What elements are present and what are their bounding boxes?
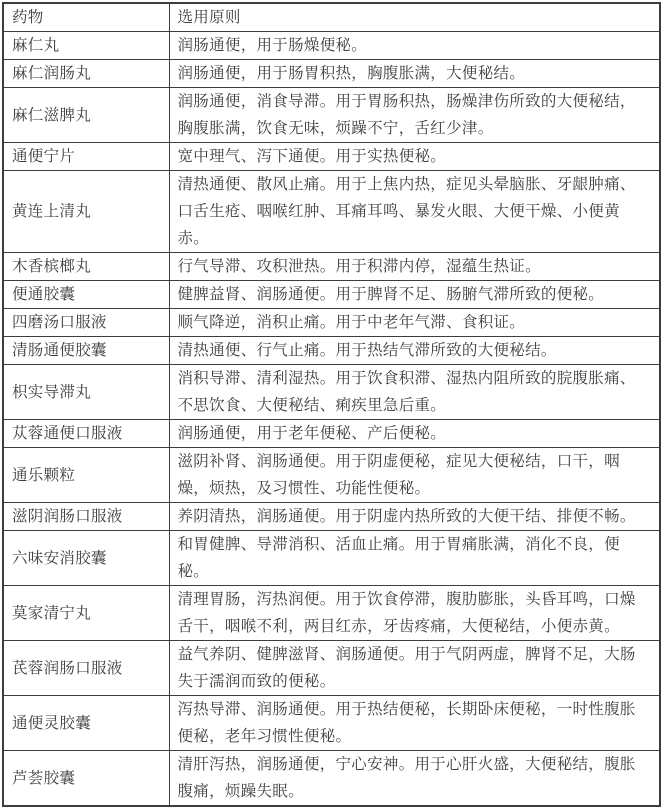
table-row: [3, 420, 660, 448]
table-header-row: [3, 3, 660, 32]
drug-name: 苁蓉通便口服液: [3, 420, 169, 448]
drug-name: 黄连上清丸: [3, 171, 169, 253]
table-row: [3, 253, 660, 281]
drug-name: 芪蓉润肠口服液: [3, 641, 169, 696]
selection-principle: 泻热导滞、润肠通便。用于热结便秘，长期卧床便秘，一时性腹胀便秘，老年习惯性便秘。: [169, 696, 660, 751]
selection-principle: 行气导滞、攻积泄热。用于积滞内停，湿蕴生热证。: [169, 253, 660, 281]
selection-principle: 清热通便、散风止痛。用于上焦内热，症见头晕脑胀、牙龈肿痛、口舌生疮、咽喉红肿、耳痛耳鸣、暴发火眼、大便干燥、小便黄赤。: [169, 171, 660, 253]
selection-principle: 消积导滞、清利湿热。用于饮食积滞、湿热内阻所致的脘腹胀痛、不思饮食、大便秘结、痢疾里急后重。: [169, 365, 660, 420]
selection-principle: 顺气降逆，消积止痛。用于中老年气滞、食积证。: [169, 309, 660, 337]
selection-principle: 和胃健脾、导滞消积、活血止痛。用于胃痛胀满，消化不良，便秘。: [169, 531, 660, 586]
table-row: [3, 503, 660, 531]
table-row: [3, 281, 660, 309]
selection-principle: 养阴清热，润肠通便。用于阴虚内热所致的大便干结、排便不畅。: [169, 503, 660, 531]
selection-principle: 润肠通便，用于肠胃积热，胸腹胀满，大便秘结。: [169, 60, 660, 88]
drug-name: 莫家清宁丸: [3, 586, 169, 641]
selection-principle: 清热通便、行气止痛。用于热结气滞所致的大便秘结。: [169, 337, 660, 365]
table-row: [3, 143, 660, 171]
selection-principle: 润肠通便，用于老年便秘、产后便秘。: [169, 420, 660, 448]
table-row: [3, 309, 660, 337]
table-row: [3, 171, 660, 253]
drug-name: 滋阴润肠口服液: [3, 503, 169, 531]
table-row: [3, 586, 660, 641]
table-row: [3, 365, 660, 420]
drug-name: 芦荟胶囊: [3, 751, 169, 807]
drug-name: 麻仁丸: [3, 32, 169, 60]
drug-name: 四磨汤口服液: [3, 309, 169, 337]
drug-name: 麻仁润肠丸: [3, 60, 169, 88]
selection-principle: 清肝泻热，润肠通便，宁心安神。用于心肝火盛，大便秘结，腹胀腹痛，烦躁失眠。: [169, 751, 660, 807]
table-row: [3, 696, 660, 751]
table-row: [3, 641, 660, 696]
table-row: [3, 32, 660, 60]
selection-principle: 清理胃肠，泻热润便。用于饮食停滞，腹肋膨胀，头昏耳鸣，口燥舌干，咽喉不利，两目红赤，牙齿疼痛，大便秘结，小便赤黄。: [169, 586, 660, 641]
drug-name: 麻仁滋脾丸: [3, 88, 169, 143]
drug-name: 通乐颗粒: [3, 448, 169, 503]
drug-name: 清肠通便胶囊: [3, 337, 169, 365]
drug-name: 枳实导滞丸: [3, 365, 169, 420]
drug-name: 木香槟榔丸: [3, 253, 169, 281]
column-header-principle: 选用原则: [169, 3, 660, 32]
selection-principle: 健脾益肾、润肠通便。用于脾肾不足、肠腑气滞所致的便秘。: [169, 281, 660, 309]
selection-principle: 宽中理气、泻下通便。用于实热便秘。: [169, 143, 660, 171]
column-header-drug: 药物: [3, 3, 169, 32]
selection-principle: 润肠通便，消食导滞。用于胃肠积热，肠燥津伤所致的大便秘结，胸腹胀满，饮食无味，烦躁不宁，舌红少津。: [169, 88, 660, 143]
table-row: [3, 531, 660, 586]
drug-name: 通便灵胶囊: [3, 696, 169, 751]
drug-name: 便通胶囊: [3, 281, 169, 309]
drug-name: 通便宁片: [3, 143, 169, 171]
table-row: [3, 337, 660, 365]
drug-name: 六味安消胶囊: [3, 531, 169, 586]
table-row: [3, 88, 660, 143]
selection-principle: 益气养阴、健脾滋肾、润肠通便。用于气阴两虚，脾肾不足，大肠失于濡润而致的便秘。: [169, 641, 660, 696]
table-row: [3, 751, 660, 807]
table-row: [3, 60, 660, 88]
selection-principle: 润肠通便，用于肠燥便秘。: [169, 32, 660, 60]
table-row: [3, 448, 660, 503]
selection-principle: 滋阴补肾、润肠通便。用于阴虚便秘，症见大便秘结，口干，咽燥，烦热，及习惯性、功能性便秘。: [169, 448, 660, 503]
medication-selection-table: [2, 2, 661, 807]
